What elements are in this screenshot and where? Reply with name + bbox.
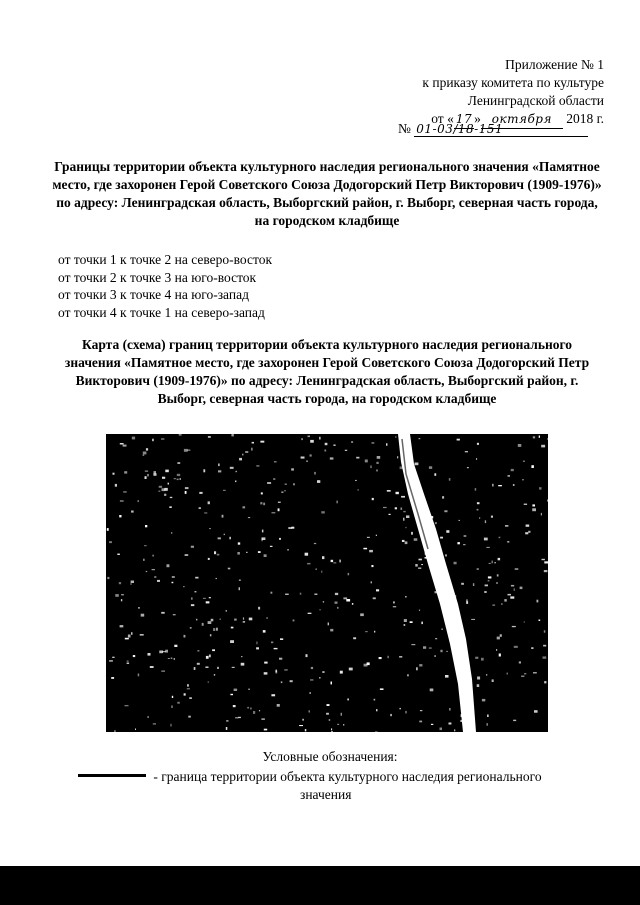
- map-title: Карта (схема) границ территории объекта культурного наследия регионального значения «Памятное место, где захоронен Герой Советского Союза Додогорский Петр Викторович (1909-1976)» по адресу: Ленинградская область, Выборгский район, г. Выборг, северная часть города, на городском кладбище: [64, 337, 590, 406]
- appendix-region: Ленинградской области: [467, 93, 604, 108]
- map-scan: [106, 434, 548, 732]
- direction-item: от точки 4 к точке 1 на северо-запад: [58, 304, 265, 320]
- appendix-title: Приложение № 1: [505, 57, 604, 72]
- date-mid: »: [474, 111, 481, 126]
- date-month: октября: [481, 110, 563, 129]
- direction-item: от точки 2 к точке 3 на юго-восток: [58, 269, 257, 285]
- number-value: 01-03/18-151: [414, 122, 588, 137]
- legend-title: Условные обозначения:: [262, 749, 398, 764]
- boundaries-title: Границы территории объекта культурного наследия регионального значения «Памятное место, где захоронен Герой Советского Союза Додогорский Петр Викторович (1909-1976)» по адресу: Ленинградская область, Выборгский район, г. Выборг, северная часть города, на городском кладбище: [52, 159, 602, 228]
- map-image: [106, 434, 548, 732]
- legend-description-cont: значения: [300, 787, 352, 802]
- date-day: 17: [454, 110, 474, 129]
- directions-list: [58, 251, 272, 321]
- direction-item: от точки 1 к точке 2 на северо-восток: [58, 252, 273, 267]
- scan-bottom-border: [0, 866, 640, 905]
- appendix-order-ref: к приказу комитета по культуре: [422, 75, 604, 90]
- legend-item: [78, 767, 618, 787]
- date-year: 2018 г.: [566, 111, 604, 126]
- number-label: №: [398, 121, 411, 136]
- map-road: [398, 434, 476, 732]
- legend-description: - граница территории объекта культурного наследия регионального: [153, 769, 542, 784]
- date-prefix: от «: [431, 111, 454, 126]
- map-noise: [107, 434, 548, 732]
- order-number: [398, 121, 588, 137]
- appendix-header: [422, 56, 604, 129]
- boundary-line-symbol: [78, 774, 146, 777]
- direction-item: от точки 3 к точке 4 на юго-запад: [58, 287, 249, 302]
